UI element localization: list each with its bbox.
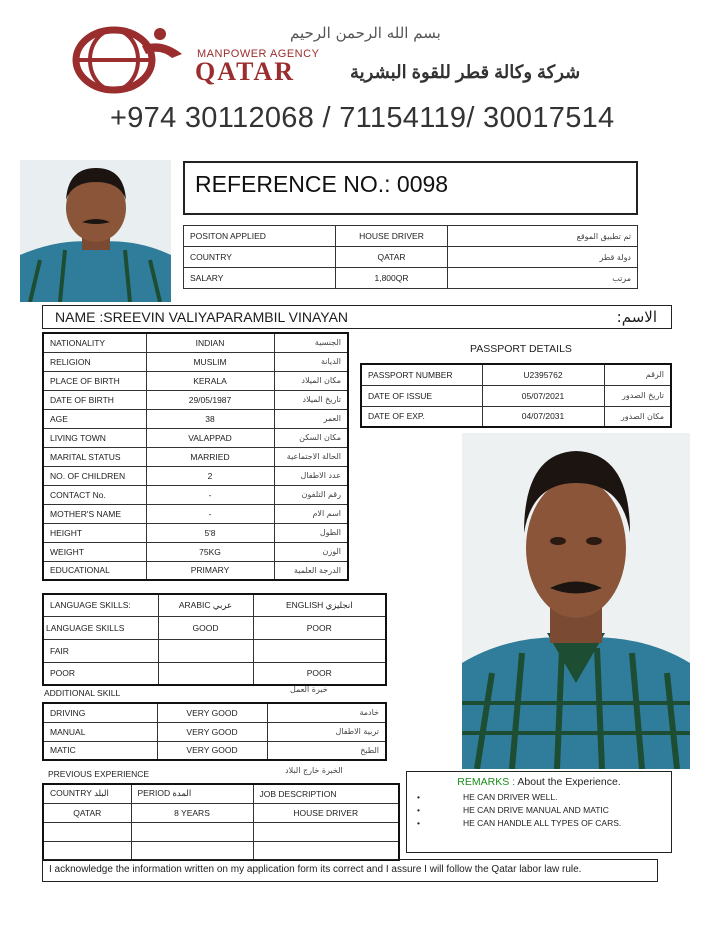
table-row: COUNTRY QATAR دولة قطر	[184, 247, 638, 268]
reference-number: REFERENCE NO.: 0098	[183, 161, 638, 215]
table-row: DRIVING VERY GOOD خادمة	[43, 703, 386, 722]
phone-numbers: +974 30112068 / 71154119/ 30017514	[110, 102, 615, 134]
list-item: • HE CAN HANDLE ALL TYPES OF CARS.	[417, 818, 622, 828]
brand-subtitle: MANPOWER AGENCY	[197, 48, 320, 60]
table-row	[43, 841, 399, 860]
table-row: LANGUAGE SKILLS: ARABIC عربي ENGLISH انجليزي	[43, 594, 386, 616]
personal-details-table	[42, 332, 349, 581]
table-row: PASSPORT NUMBER U2395762 الرقم	[361, 364, 671, 385]
application-table	[183, 225, 638, 289]
calligraphy-text: بسم الله الرحمن الرحيم	[290, 24, 441, 42]
table-row: COUNTRY البلد PERIOD المدة JOB DESCRIPTION	[43, 784, 399, 803]
name-arabic-label: الاسم:	[616, 308, 657, 326]
candidate-photo-small	[20, 160, 171, 302]
list-item: • HE CAN DRIVER WELL.	[417, 792, 558, 802]
table-row: MATIC VERY GOOD الطبخ	[43, 741, 386, 760]
table-row: MANUAL VERY GOOD تربية الاطفال	[43, 722, 386, 741]
table-row: DATE OF BIRTH 29/05/1987 تاريخ الميلاد	[43, 390, 348, 409]
brand-title: QATAR	[195, 57, 296, 86]
table-row: RELIGION MUSLIM الديانة	[43, 352, 348, 371]
table-row: DATE OF ISSUE 05/07/2021 تاريخ الصدور	[361, 385, 671, 406]
experience-table	[42, 783, 400, 861]
language-skills-table	[42, 593, 387, 686]
table-row: FAIR	[43, 639, 386, 662]
candidate-name	[42, 305, 672, 329]
table-row: DATE OF EXP. 04/07/2031 مكان الصدور	[361, 406, 671, 427]
table-row: NATIONALITY INDIAN الجنسية	[43, 333, 348, 352]
remarks-box	[406, 771, 672, 853]
acknowledgement-text: I acknowledge the information written on my application form its correct and I assure I will follow the Qatar labor law rule.	[42, 859, 658, 882]
table-row: CONTACT No. - رقم التلفون	[43, 485, 348, 504]
table-row: EDUCATIONAL PRIMARY الدرجة العلمية	[43, 561, 348, 580]
table-row: POOR POOR	[43, 662, 386, 685]
table-row: QATAR 8 YEARS HOUSE DRIVER	[43, 803, 399, 822]
table-row: AGE 38 العمر	[43, 409, 348, 428]
passport-title: PASSPORT DETAILS	[470, 343, 572, 355]
brand-arabic: شركة وكالة قطر للقوة البشرية	[350, 62, 581, 82]
table-row: MARITAL STATUS MARRIED الحالة الاجتماعية	[43, 447, 348, 466]
table-row: POSITON APPLIED HOUSE DRIVER تم تطبيق الموقع	[184, 226, 638, 247]
name-label: NAME :SREEVIN VALIYAPARAMBIL VINAYAN	[55, 309, 349, 325]
agency-logo	[72, 24, 192, 96]
table-row	[43, 822, 399, 841]
remarks-title: REMARKS : About the Experience.	[457, 776, 621, 788]
table-row: WEIGHT 75KG الوزن	[43, 542, 348, 561]
list-item: • HE CAN DRIVE MANUAL AND MATIC	[417, 805, 609, 815]
table-row: SALARY 1,800QR مرتب	[184, 268, 638, 289]
additional-skill-title: ADDITIONAL SKILL	[44, 688, 121, 698]
experience-title-arabic: الخبرة خارج البلاد	[285, 766, 343, 775]
passport-table	[360, 363, 672, 428]
table-row: PLACE OF BIRTH KERALA مكان الميلاد	[43, 371, 348, 390]
table-row: LANGUAGE SKILLS GOOD POOR	[43, 616, 386, 639]
additional-skills-table	[42, 702, 387, 761]
candidate-photo-large	[462, 433, 690, 769]
experience-title: PREVIOUS EXPERIENCE	[48, 769, 150, 779]
table-row: MOTHER'S NAME - اسم الام	[43, 504, 348, 523]
table-row: HEIGHT 5'8 الطول	[43, 523, 348, 542]
table-row: NO. OF CHILDREN 2 عدد الاطفال	[43, 466, 348, 485]
table-row: LIVING TOWN VALAPPAD مكان السكن	[43, 428, 348, 447]
additional-skill-title-arabic: خبرة العمل	[290, 685, 328, 694]
